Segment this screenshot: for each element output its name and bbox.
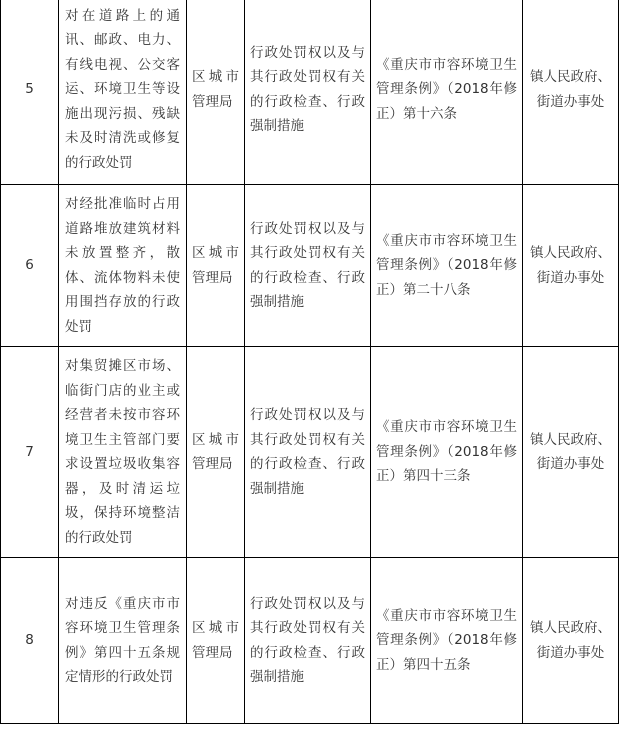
- table-row: [1, 0, 619, 185]
- row-number: 6: [1, 185, 59, 347]
- matter-cell: 对经批准临时占用道路堆放建筑材料未放置整齐，散体、流体物料未使用围挡存放的行政处罚: [59, 185, 187, 347]
- executor-cell: 镇人民政府、街道办事处: [523, 0, 619, 185]
- power-cell: 行政处罚权以及与其行政处罚权有关的行政检查、行政强制措施: [245, 347, 371, 558]
- matter-cell: 对在道路上的通讯、邮政、电力、有线电视、公交客运、环境卫生等设施出现污损、残缺未及时清洗或修复的行政处罚: [59, 0, 187, 185]
- department-cell: 区城市管理局: [187, 347, 245, 558]
- power-cell: 行政处罚权以及与其行政处罚权有关的行政检查、行政强制措施: [245, 558, 371, 724]
- basis-cell: 《重庆市市容环境卫生管理条例》（2018年修正）第二十八条: [371, 185, 523, 347]
- table-row: [1, 558, 619, 724]
- basis-cell: 《重庆市市容环境卫生管理条例》（2018年修正）第四十五条: [371, 558, 523, 724]
- power-cell: 行政处罚权以及与其行政处罚权有关的行政检查、行政强制措施: [245, 0, 371, 185]
- row-number: 8: [1, 558, 59, 724]
- department-cell: 区城市管理局: [187, 185, 245, 347]
- executor-cell: 镇人民政府、街道办事处: [523, 347, 619, 558]
- table-row: [1, 185, 619, 347]
- power-cell: 行政处罚权以及与其行政处罚权有关的行政检查、行政强制措施: [245, 185, 371, 347]
- basis-cell: 《重庆市市容环境卫生管理条例》（2018年修正）第十六条: [371, 0, 523, 185]
- matter-cell: 对违反《重庆市市容环境卫生管理条例》第四十五条规定情形的行政处罚: [59, 558, 187, 724]
- executor-cell: 镇人民政府、街道办事处: [523, 558, 619, 724]
- department-cell: 区城市管理局: [187, 558, 245, 724]
- row-number: 5: [1, 0, 59, 185]
- basis-cell: 《重庆市市容环境卫生管理条例》（2018年修正）第四十三条: [371, 347, 523, 558]
- table-row: [1, 347, 619, 558]
- executor-cell: 镇人民政府、街道办事处: [523, 185, 619, 347]
- department-cell: 区城市管理局: [187, 0, 245, 185]
- row-number: 7: [1, 347, 59, 558]
- matter-cell: 对集贸摊区市场、临街门店的业主或经营者未按市容环境卫生主管部门要求设置垃圾收集容器，及时清运垃圾，保持环境整洁的行政处罚: [59, 347, 187, 558]
